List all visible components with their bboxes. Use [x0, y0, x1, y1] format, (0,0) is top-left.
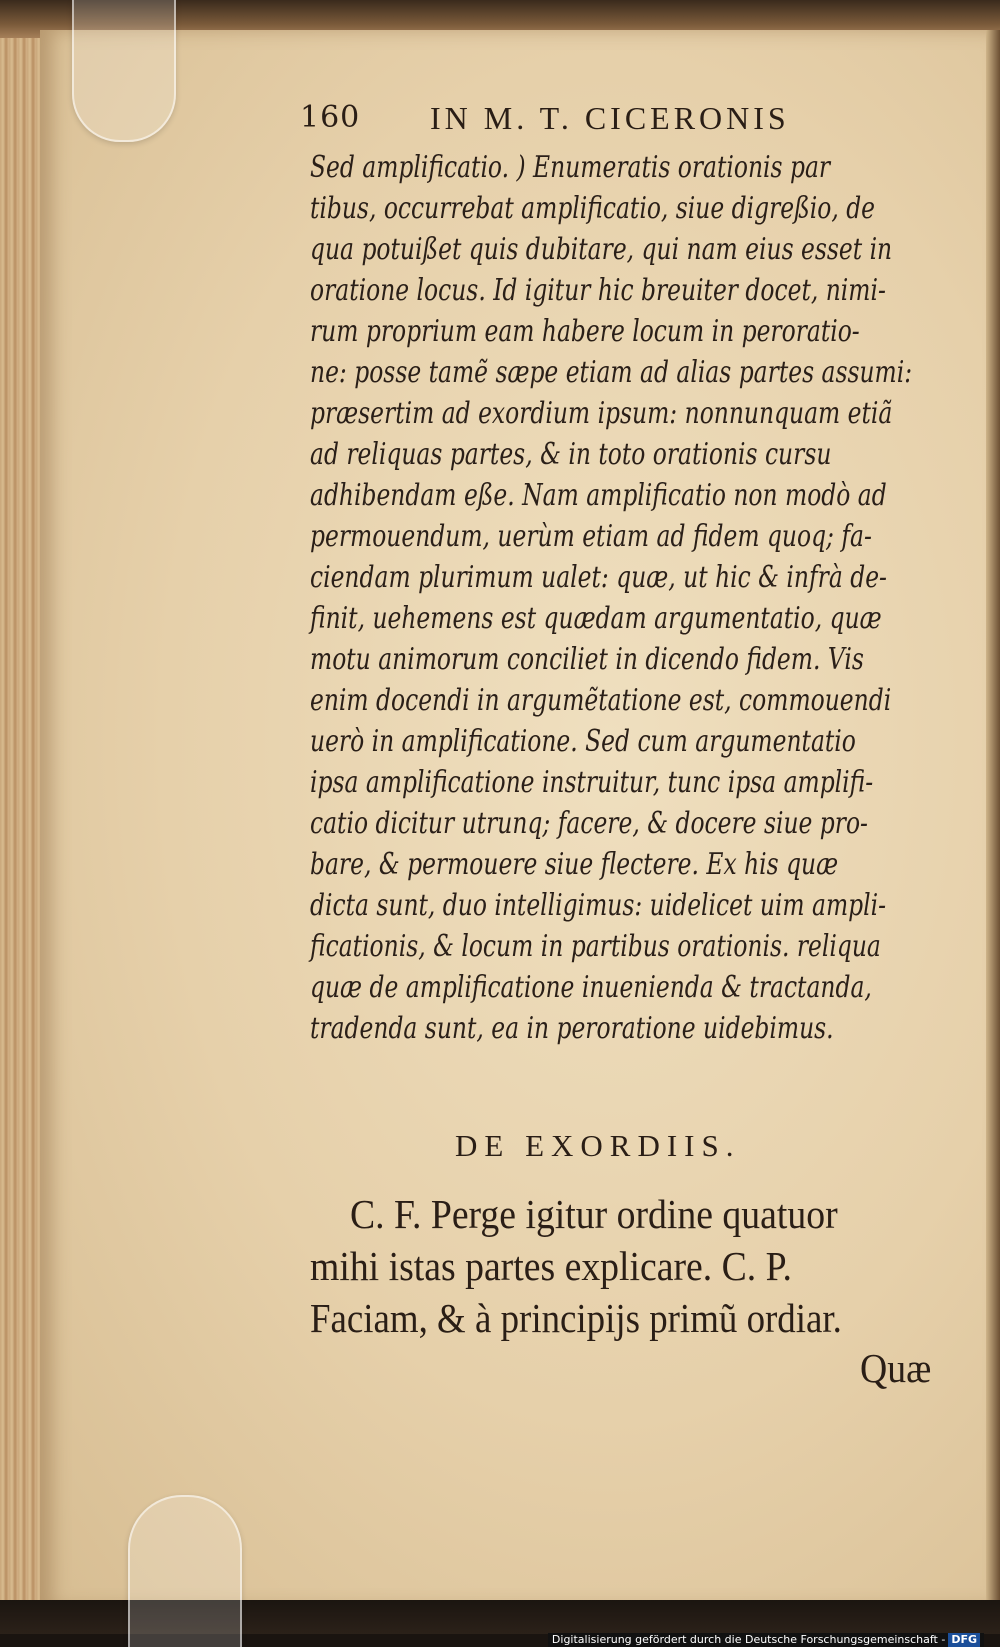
text-line: ficationis, & locum in partibus orationis. reliqua [310, 929, 881, 964]
text-line: rum proprium eam habere locum in peroratio- [310, 314, 860, 349]
text-line: bare, & permouere siue flectere. Ex his quæ [310, 847, 839, 882]
text-line: ne: posse tamẽ sæpe etiam ad alias partes assumi: [310, 355, 913, 390]
text-line: adhibendam eße. Nam amplificatio non modò ad [310, 478, 887, 513]
text-line: tibus, occurrebat amplificatio, siue digreßio, de [310, 191, 876, 226]
glass-clip-top [72, 0, 176, 142]
dfg-logo: DFG [948, 1633, 980, 1647]
digitization-credit [548, 1633, 984, 1647]
text-line: uerò in amplificatione. Sed cum argumentatio [310, 724, 856, 759]
dialogue-line: Faciam, & à principijs primũ ordiar. [310, 1295, 842, 1341]
text-line: finit, uehemens est quædam argumentatio, quæ [310, 601, 882, 636]
credit-text: Digitalisierung gefördert durch die Deutsche Forschungsgemeinschaft - [551, 1633, 946, 1646]
catchword: Quæ [860, 1345, 932, 1391]
text-line: motu animorum conciliet in dicendo fidem. Vis [310, 642, 864, 677]
text-line: qua potuißet quis dubitare, qui nam eius esset in [310, 232, 893, 267]
text-line: præsertim ad exordium ipsum: nonnunquam etiã [310, 396, 893, 431]
text-line: tradenda sunt, ea in peroratione uidebimus. [310, 1011, 834, 1046]
text-line: dicta sunt, duo intelligimus: uidelicet uim ampli- [310, 888, 887, 923]
section-heading: DE EXORDIIS. [455, 1128, 741, 1163]
page-right-shadow [986, 30, 1000, 1608]
text-line: permouendum, uerùm etiam ad fidem quoq; fa- [310, 519, 872, 554]
text-line: ipsa amplificatione instruitur, tunc ipsa amplifi- [310, 765, 874, 800]
running-head-title: IN M. T. CICERONIS [430, 100, 790, 136]
dialogue-line: mihi istas partes explicare. C. P. [310, 1243, 792, 1289]
glass-clip-bottom [128, 1495, 242, 1647]
page-number: 160 [300, 100, 361, 135]
text-line: quæ de amplificatione inuenienda & tractanda, [310, 970, 872, 1005]
text-line: catio dicitur utrunq; facere, & docere siue pro- [310, 806, 868, 841]
running-head [300, 100, 930, 144]
dialogue-line: C. F. Perge igitur ordine quatuor [350, 1191, 838, 1237]
text-line: ad reliquas partes, & in toto orationis cursu [310, 437, 832, 472]
text-line: ciendam plurimum ualet: quæ, ut hic & infrà de- [310, 560, 887, 595]
text-line: Sed amplificatio. ) Enumeratis orationis par [310, 150, 831, 185]
text-line: enim docendi in argumẽtatione est, commouendi [310, 683, 892, 718]
text-line: oratione locus. Id igitur hic breuiter docet, nimi- [310, 273, 886, 308]
